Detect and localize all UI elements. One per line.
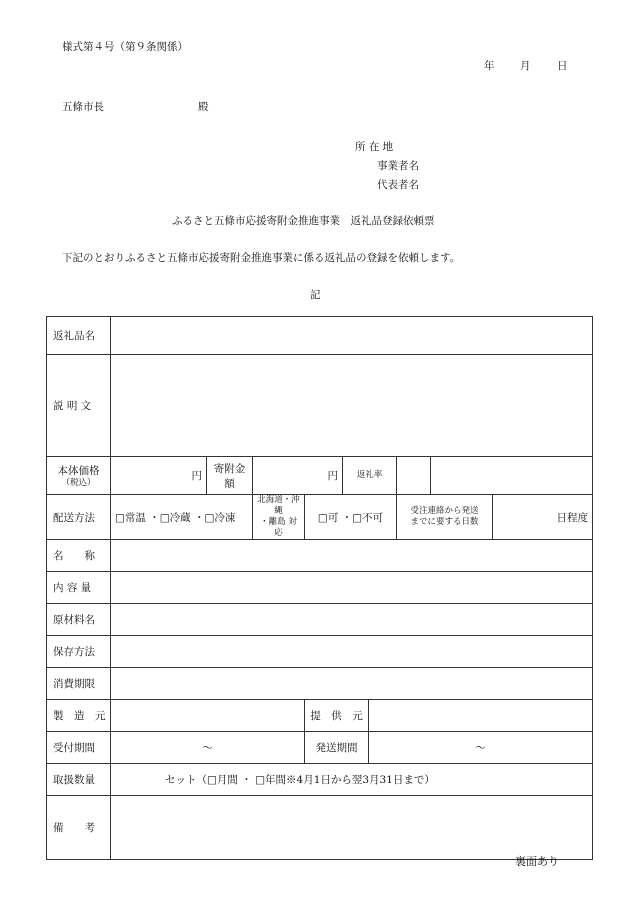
registration-table — [46, 316, 593, 860]
provider-field[interactable] — [369, 700, 593, 732]
storage-label: 保存方法 — [47, 636, 111, 668]
row-delivery — [47, 495, 593, 540]
price-label-main: 本体価格 — [57, 464, 100, 477]
honorific: 殿 — [198, 101, 209, 113]
contents-field[interactable] — [111, 572, 593, 604]
ingredients-field[interactable] — [111, 604, 593, 636]
region-label — [253, 495, 305, 540]
region-label-line2: ・離島 対応 — [260, 517, 297, 538]
expiry-label: 消費期限 — [47, 668, 111, 700]
shipping-period-field[interactable]: 〜 — [369, 732, 593, 764]
region-options[interactable]: □可 ・□不可 — [305, 495, 397, 540]
contents-label: 内 容 量 — [47, 572, 111, 604]
manufacturer-field[interactable] — [111, 700, 305, 732]
row-quantity — [47, 764, 593, 796]
acceptance-label: 受付期間 — [47, 732, 111, 764]
company-label: 事業者名 — [377, 160, 419, 172]
expiry-field[interactable] — [111, 668, 593, 700]
acceptance-field[interactable]: 〜 — [111, 732, 305, 764]
days-suffix: 日程度 — [556, 511, 588, 524]
reverse-side-note: 裏面あり — [515, 855, 559, 868]
document-title: ふるさと五條市応援寄附金推進事業 返礼品登録依頼票 — [172, 215, 435, 227]
item-name-label: 返礼品名 — [47, 317, 111, 355]
delivery-label: 配送方法 — [47, 495, 111, 540]
item-name-field[interactable] — [111, 317, 593, 355]
lead-time-label — [397, 495, 493, 540]
row-ingredients — [47, 604, 593, 636]
row-storage — [47, 636, 593, 668]
row-manufacturer — [47, 700, 593, 732]
date-year: 年 — [484, 60, 495, 72]
price-label — [47, 457, 111, 495]
row-price — [47, 457, 593, 495]
storage-field[interactable] — [111, 636, 593, 668]
donation-label: 寄附金額 — [207, 457, 253, 495]
remarks-field[interactable] — [111, 796, 593, 860]
lead-time-line2: までに要する日数 — [410, 517, 479, 527]
date-day: 日 — [557, 60, 568, 72]
yen-unit: 円 — [191, 470, 202, 482]
description-field[interactable] — [111, 355, 593, 457]
intro-text: 下記のとおりふるさと五條市応援寄附金推進事業に係る返礼品の登録を依頼します。 — [62, 252, 461, 264]
row-contents — [47, 572, 593, 604]
ki-marker: 記 — [310, 289, 321, 301]
price-label-tax: （税込） — [61, 477, 96, 488]
name-label: 名 称 — [47, 540, 111, 572]
form-number: 様式第４号（第９条関係） — [62, 41, 188, 53]
shipping-period-label: 発送期間 — [305, 732, 369, 764]
description-label: 説 明 文 — [47, 355, 111, 457]
row-item-name — [47, 317, 593, 355]
date-month: 月 — [520, 60, 531, 72]
delivery-options[interactable]: □常温 ・□冷蔵 ・□冷凍 — [111, 495, 253, 540]
addressee: 五條市長 — [62, 101, 104, 113]
lead-time-field[interactable] — [493, 495, 593, 540]
quantity-label: 取扱数量 — [47, 764, 111, 796]
donation-field[interactable] — [253, 457, 343, 495]
row-name — [47, 540, 593, 572]
row-expiry — [47, 668, 593, 700]
row-description — [47, 355, 593, 457]
representative-label: 代表者名 — [377, 179, 419, 191]
manufacturer-label: 製 造 元 — [47, 700, 111, 732]
region-label-line1: 北海道・沖縄 — [257, 495, 300, 516]
yen-unit: 円 — [327, 470, 338, 482]
lead-time-line1: 受注連絡から発送 — [410, 506, 479, 516]
row-periods — [47, 732, 593, 764]
return-rate-label: 返礼率 — [343, 457, 397, 495]
price-field[interactable] — [111, 457, 207, 495]
ingredients-label: 原材料名 — [47, 604, 111, 636]
return-rate-field[interactable] — [397, 457, 431, 495]
name-field[interactable] — [111, 540, 593, 572]
quantity-field[interactable]: セット（□月間 ・ □年間※4月1日から翌3月31日まで） — [111, 764, 593, 796]
row-remarks — [47, 796, 593, 860]
price-row-blank — [431, 457, 593, 495]
provider-label: 提 供 元 — [305, 700, 369, 732]
address-label: 所 在 地 — [355, 141, 394, 153]
remarks-label: 備 考 — [47, 796, 111, 860]
